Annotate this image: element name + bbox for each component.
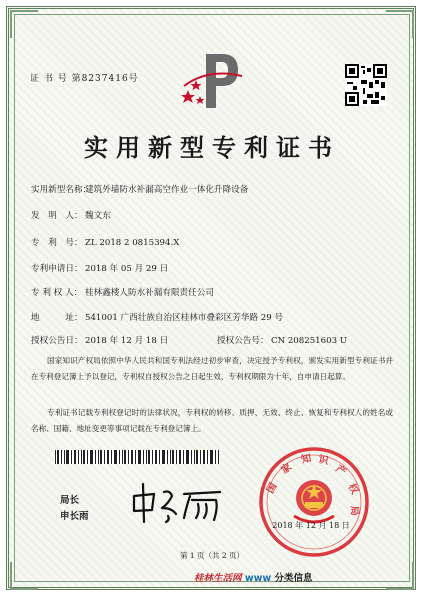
field-label: 授权公告号： [217, 336, 269, 346]
field-label: 专利申请日： [31, 264, 83, 274]
barcode-icon [54, 450, 220, 464]
watermark-category: 分类信息 [274, 573, 313, 584]
watermark-domain: www [244, 573, 272, 584]
svg-text:家: 家 [279, 461, 294, 477]
site-watermark [194, 570, 313, 584]
field-value: 2018 年 12 月 18 日 [85, 336, 169, 346]
field-patentee [31, 286, 214, 298]
field-value: CN 208251603 U [271, 336, 348, 346]
field-application-date [31, 262, 168, 274]
seal-date: 2018 年 12 月 18 日 [272, 521, 350, 530]
official-seal-icon [258, 446, 370, 558]
svg-text:权: 权 [345, 482, 360, 497]
field-label: 专 利 号： [31, 238, 83, 248]
legal-status-paragraph: 专利证书记载专利权登记时的法律状况，专利权的转移、质押、无效、终止、恢复和专利权人的姓名或名称、国籍、地址变更等事项记载在专利登记簿上。 [31, 408, 393, 433]
field-value: ZL 2018 2 0815394.X [85, 238, 180, 248]
watermark-site-name: 桂林生活网 [194, 573, 242, 584]
certificate-title: 实用新型专利证书 [84, 133, 340, 162]
field-value: 桂林鑫楼人防水补漏有限责任公司 [85, 288, 214, 298]
field-value: 541001 广西壮族自治区桂林市叠彩区芳华路 29 号 [85, 313, 284, 323]
svg-text:局: 局 [348, 505, 360, 517]
director-signature [128, 478, 228, 526]
field-value: 2018 年 05 月 29 日 [85, 264, 169, 274]
certificate-number: 证 书 号 第8237416号 [30, 74, 139, 84]
field-label: 授权公告日： [31, 336, 83, 346]
corner-ornament [10, 562, 38, 590]
field-inventor [31, 209, 111, 221]
svg-text:识: 识 [317, 454, 330, 468]
svg-text:国: 国 [265, 481, 280, 496]
field-label: 地 址： [31, 313, 83, 323]
corner-ornament [10, 10, 38, 38]
field-label: 实用新型名称： [31, 185, 92, 195]
field-label: 专 利 权 人： [31, 288, 83, 298]
corner-ornament [386, 10, 414, 38]
corner-ornament [386, 562, 414, 590]
director-name: 申长雨 [60, 511, 89, 522]
svg-text:知: 知 [300, 453, 313, 466]
director-label: 局长 [60, 495, 80, 506]
field-grant-date [31, 334, 168, 346]
field-patent-number [31, 236, 179, 248]
field-address [31, 311, 283, 323]
patent-office-emblem-icon [178, 46, 248, 116]
svg-text:产: 产 [333, 463, 348, 479]
page-number: 第 1 页（共 2 页） [179, 551, 245, 560]
field-utility-model-name [31, 183, 248, 195]
qr-code-icon [345, 64, 387, 106]
grant-statement-paragraph: 国家知识产权局依照中华人民共和国专利法经过初步审查，决定授予专利权，颁发实用新型专利证书并在专利登记簿上予以登记，专利权自授权公告之日起生效，专利权期限为十年，自申请日起算。 [31, 356, 393, 381]
field-value: 建筑外墙防水补漏高空作业一体化升降设备 [85, 185, 249, 195]
field-value: 魏文东 [85, 211, 111, 221]
field-grant-number [217, 334, 347, 346]
field-label: 发 明 人： [31, 211, 83, 221]
